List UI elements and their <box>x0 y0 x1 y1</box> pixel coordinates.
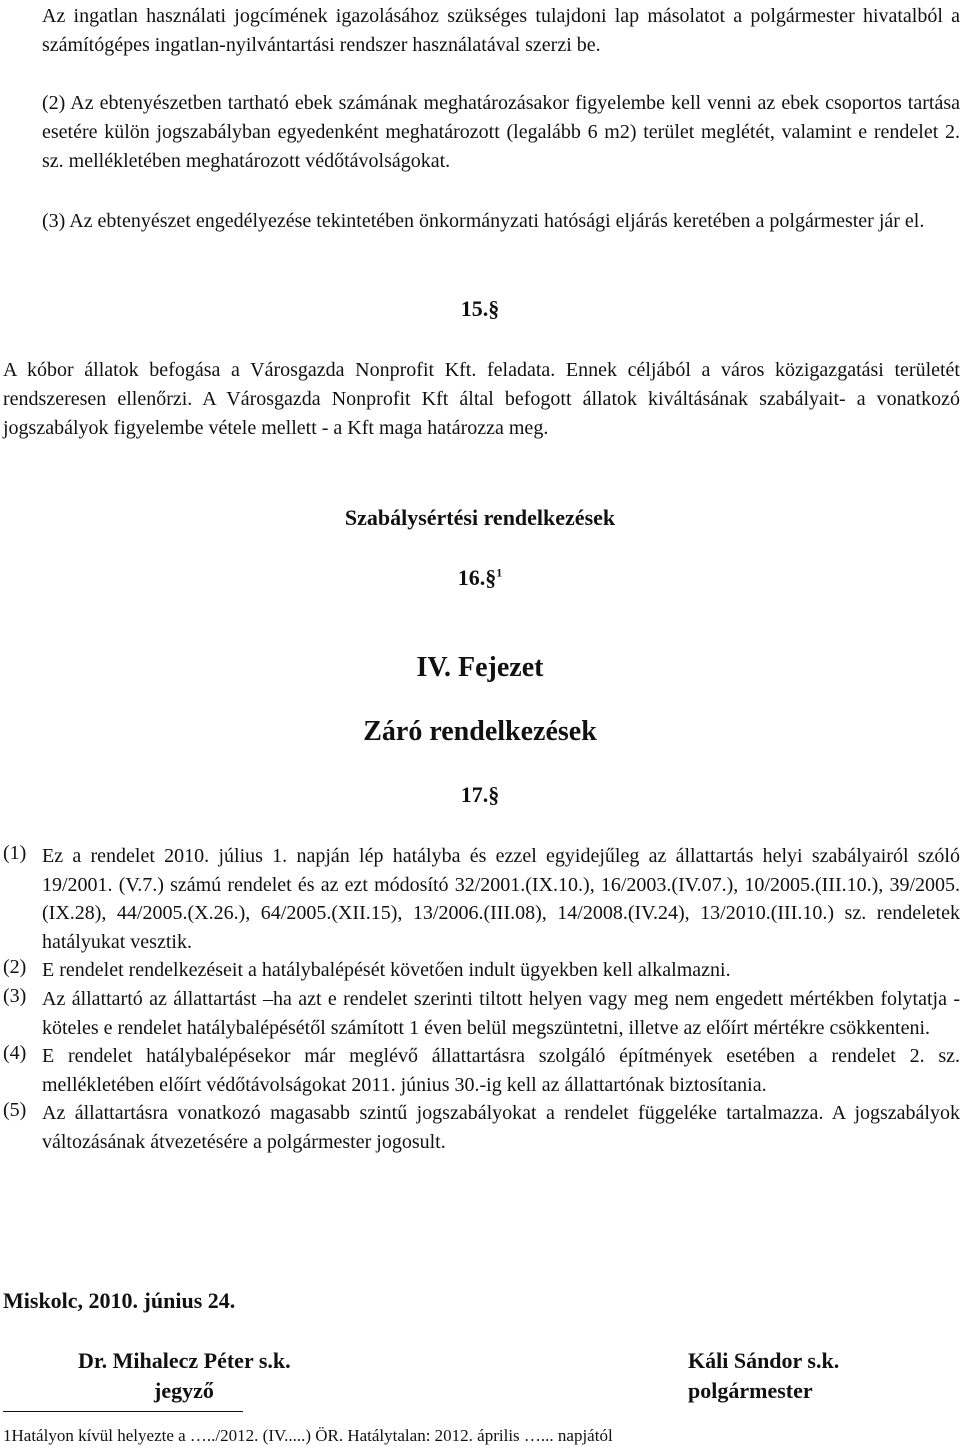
footnote-ref: 1 <box>496 565 503 580</box>
item-number: (2) <box>3 956 27 979</box>
section-17-heading: 17.§ <box>460 782 500 807</box>
item-text: Az állattartó az állattartást –ha azt e rendelet szerinti tiltott helyen vagy meg nem engedett mértékben folytatja - köteles e rendelet hatálybalépésétől számított 1 éven belül megszüntetni, illetve az előírt mértékre csökkenteni. <box>42 987 960 1039</box>
closing-date: Miskolc, 2010. június 24. <box>3 1288 236 1313</box>
section-16-label: 16.§ <box>457 565 497 590</box>
item-number: (1) <box>3 842 27 864</box>
paragraph-3: (3) Az ebtenyészet engedélyezése tekintetében önkormányzati hatósági eljárás keretében a polgármester jár el. <box>42 210 925 232</box>
chapter-number: IV. Fejezet <box>416 652 544 683</box>
signature-left <box>78 1346 378 1406</box>
item-number: (5) <box>3 1099 27 1122</box>
paragraph-3-block <box>42 207 960 236</box>
chapter-title: Záró rendelkezések <box>363 716 597 747</box>
item-number: (3) <box>3 984 27 1007</box>
footnote-divider <box>3 1411 243 1412</box>
section-16-heading <box>0 565 960 591</box>
paragraph-2-block <box>42 89 960 176</box>
list-item <box>0 985 960 1042</box>
signature-right <box>688 1346 948 1406</box>
item-text: E rendelet hatálybalépésekor már meglévő állattartásra szolgáló építmények esetében a rendelet 2. sz. mellékletében előírt védőtávolságokat 2011. június 30.-ig kell az állattartónak biztosítania. <box>42 1045 960 1096</box>
section-15-paragraph-block <box>3 356 960 443</box>
footnote-text: 1Hatályon kívül helyezte a …../2012. (IV.....) ÖR. Hatálytalan: 2012. április …... napjától <box>3 1426 613 1445</box>
signer-right-role: polgármester <box>688 1378 813 1403</box>
signer-left-role: jegyző <box>154 1378 214 1403</box>
signer-left-name: Dr. Mihalecz Péter s.k. <box>78 1348 291 1373</box>
list-item <box>0 956 960 985</box>
list-item <box>0 1099 960 1156</box>
paragraph-2: (2) Az ebtenyészetben tartható ebek számának meghatározásakor figyelembe kell venni az ebek csoportos tartása esetére külön jogszabályban egyedenként meghatározott (legalább 6 m2) terület meglétét, valamint e rendelet 2. sz. mellékletében meghatározott védőtávolságokat. <box>42 92 960 172</box>
sub-heading: Szabálysértési rendelkezések <box>344 505 616 530</box>
list-item <box>0 842 960 956</box>
list-item <box>0 1042 960 1099</box>
section-15-paragraph: A kóbor állatok befogása a Városgazda Nonprofit Kft. feladata. Ennek céljából a város közigazgatási területét rendszeresen ellenőrzi. A Városgazda Nonprofit Kft által befogott állatok kiváltásának szabályait- a vonatkozó jogszabályok figyelembe vétele mellett - a Kft maga határozza meg. <box>3 359 960 439</box>
section-17-list <box>0 842 960 1157</box>
item-text: Ez a rendelet 2010. július 1. napján lép hatályba és ezzel egyidejűleg az állattartás helyi szabályairól szóló 19/2001. (V.7.) számú rendelet és az ezt módosító 32/2001.(IX.10.), 16/2003.(IV.07.), 10/2005.(III.10.), 39/2005.(IX.28), 44/2005.(X.26.), 64/2005.(XII.15), 13/2006.(III.08), 14/2008.(IV.24), 13/2010.(III.10.) sz. rendeletek hatályukat vesztik. <box>42 845 960 953</box>
item-number: (4) <box>3 1042 27 1065</box>
intro-paragraph-block <box>42 2 960 60</box>
signer-right-name: Káli Sándor s.k. <box>688 1348 840 1373</box>
item-text: Az állattartásra vonatkozó magasabb szintű jogszabályokat a rendelet függeléke tartalmazza. A jogszabályok változásának átvezetésére a polgármester jogosult. <box>42 1102 960 1153</box>
intro-paragraph: Az ingatlan használati jogcímének igazolásához szükséges tulajdoni lap másolatot a polgármester hivatalból a számítógépes ingatlan-nyilvántartási rendszer használatával szerzi be. <box>42 5 960 56</box>
section-15-heading: 15.§ <box>460 296 500 321</box>
item-text: E rendelet rendelkezéseit a hatálybalépését követően indult ügyekben kell alkalmazni. <box>42 959 731 982</box>
